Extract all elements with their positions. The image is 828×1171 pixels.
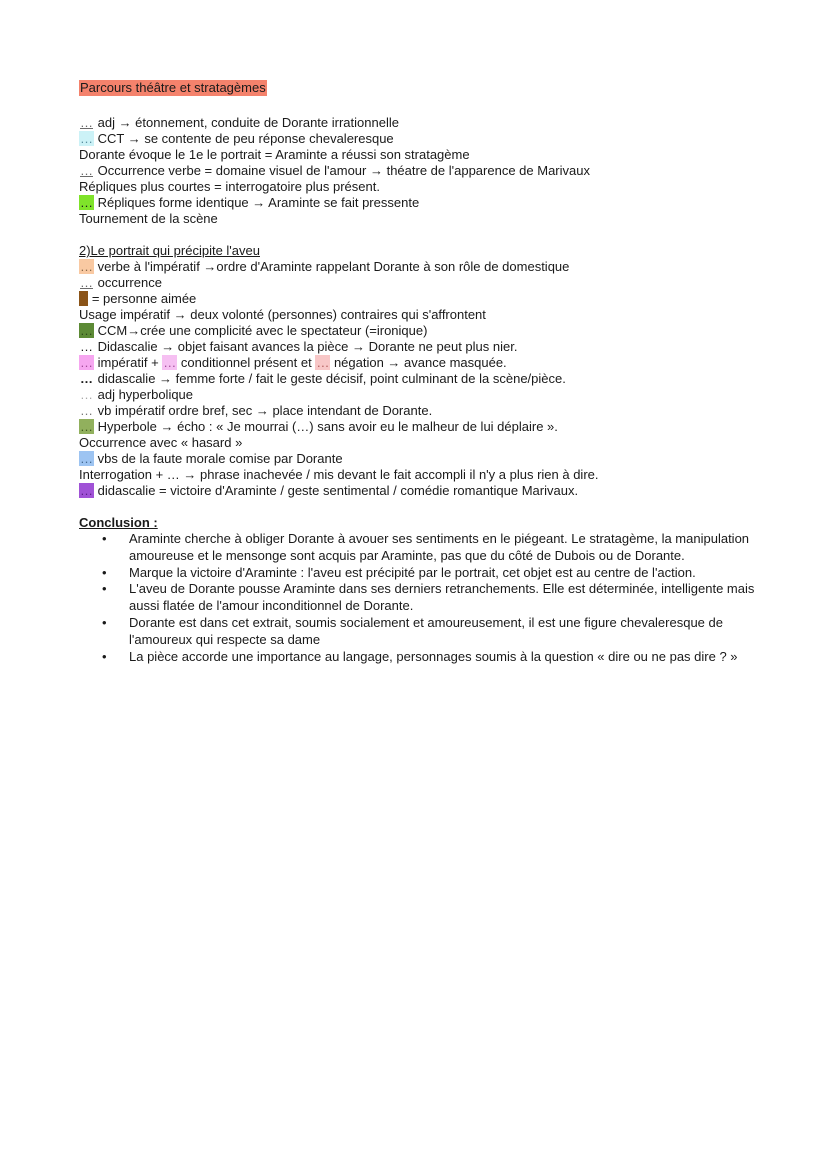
highlight-marker: … — [80, 483, 93, 498]
bullet-icon: • — [102, 648, 107, 664]
note-line: = personne aimée — [79, 291, 599, 307]
highlight-marker: … — [80, 195, 93, 210]
part2-notes — [79, 243, 599, 499]
note-line: Interrogation + … → phrase inachevée / mis devant le fait accompli il n'y a plus rien à dire. — [79, 467, 599, 482]
highlight-marker: … — [80, 371, 93, 386]
note-line: … Occurrence verbe = domaine visuel de l'amour → théatre de l'apparence de Marivaux — [80, 163, 590, 178]
bullet-icon: • — [102, 564, 107, 580]
conclusion-list — [100, 531, 755, 665]
note-line: … didascalie → femme forte / fait le geste décisif, point culminant de la scène/pièce. — [80, 371, 566, 386]
note-line: … impératif + … conditionnel présent et … négation → avance masquée. — [80, 355, 507, 370]
list-item: • Dorante est dans cet extrait, soumis socialement et amoureusement, il est une figure chevaleresque de l'amoureux qui respecte sa dame — [102, 614, 723, 647]
page-title: Parcours théâtre et stratagèmes — [80, 80, 266, 95]
highlight-marker: … — [80, 451, 93, 466]
note-line: … CCT → se contente de peu réponse chevaleresque — [80, 131, 394, 146]
part1-notes — [79, 115, 590, 227]
bullet-icon: • — [102, 581, 107, 597]
note-line: Tournement de la scène — [79, 211, 218, 226]
note-line: Occurrence avec « hasard » — [79, 435, 243, 450]
note-line: Dorante évoque le 1e le portrait = Araminte a réussi son stratagème — [79, 147, 470, 162]
bullet-icon: • — [102, 614, 107, 630]
highlight-marker: … — [80, 275, 93, 290]
list-item: • L'aveu de Dorante pousse Araminte dans ses derniers retranchements. Elle est déterminée, intelligente mais aussi flatée de l'amour inconditionnel de Dorante. — [102, 581, 755, 614]
highlight-marker: … — [80, 355, 93, 370]
bullet-icon: • — [102, 531, 107, 546]
highlight-marker: … — [80, 115, 93, 130]
highlight-marker: … — [80, 259, 93, 274]
list-item: • La pièce accorde une importance au langage, personnages soumis à la question « dire ou ne pas dire ? » — [102, 648, 738, 664]
highlight-marker: … — [80, 419, 93, 434]
note-line: Usage impératif → deux volonté (personnes) contraires qui s'affrontent — [79, 307, 486, 322]
note-line: … vbs de la faute morale comise par Dorante — [80, 451, 343, 466]
highlight-marker: … — [80, 387, 93, 402]
note-line: … adj → étonnement, conduite de Dorante irrationnelle — [80, 115, 399, 130]
section-title: 2)Le portrait qui précipite l'aveu — [79, 243, 260, 258]
conclusion-title: Conclusion : — [79, 515, 158, 530]
note-line: … Répliques forme identique → Araminte se fait pressente — [80, 195, 420, 210]
highlight-marker: … — [80, 163, 93, 178]
highlight-marker: … — [80, 131, 93, 146]
note-line: … verbe à l'impératif →ordre d'Araminte rappelant Dorante à son rôle de domestique — [80, 259, 570, 274]
highlight-marker: … — [163, 355, 177, 370]
note-line: Répliques plus courtes = interrogatoire plus présent. — [79, 179, 380, 194]
note-line: … vb impératif ordre bref, sec → place intendant de Dorante. — [80, 403, 433, 418]
highlight-marker — [79, 291, 88, 306]
note-line: … adj hyperbolique — [80, 387, 194, 402]
list-item: • Marque la victoire d'Araminte : l'aveu est précipité par le portrait, cet objet est au centre de l'action. — [102, 564, 696, 580]
highlight-marker: … — [316, 355, 330, 370]
note-line: … occurrence — [80, 275, 162, 290]
highlight-marker: … — [80, 323, 93, 338]
note-line: … CCM→crée une complicité avec le spectateur (=ironique) — [80, 323, 428, 338]
note-line: … Hyperbole → écho : « Je mourrai (…) sans avoir eu le malheur de lui déplaire ». — [80, 419, 558, 434]
highlight-marker: … — [80, 403, 93, 418]
highlight-marker: … — [80, 339, 93, 354]
list-item: • Araminte cherche à obliger Dorante à avouer ses sentiments en le piégeant. Le stratagème, la manipulation amoureuse et le mensonge sont acquis par Araminte, pas que du côté de Dubois ou de Dorante. — [102, 531, 750, 563]
note-line: … Didascalie → objet faisant avances la pièce → Dorante ne peut plus nier. — [80, 339, 518, 354]
note-line: … didascalie = victoire d'Araminte / geste sentimental / comédie romantique Marivaux. — [80, 483, 579, 498]
